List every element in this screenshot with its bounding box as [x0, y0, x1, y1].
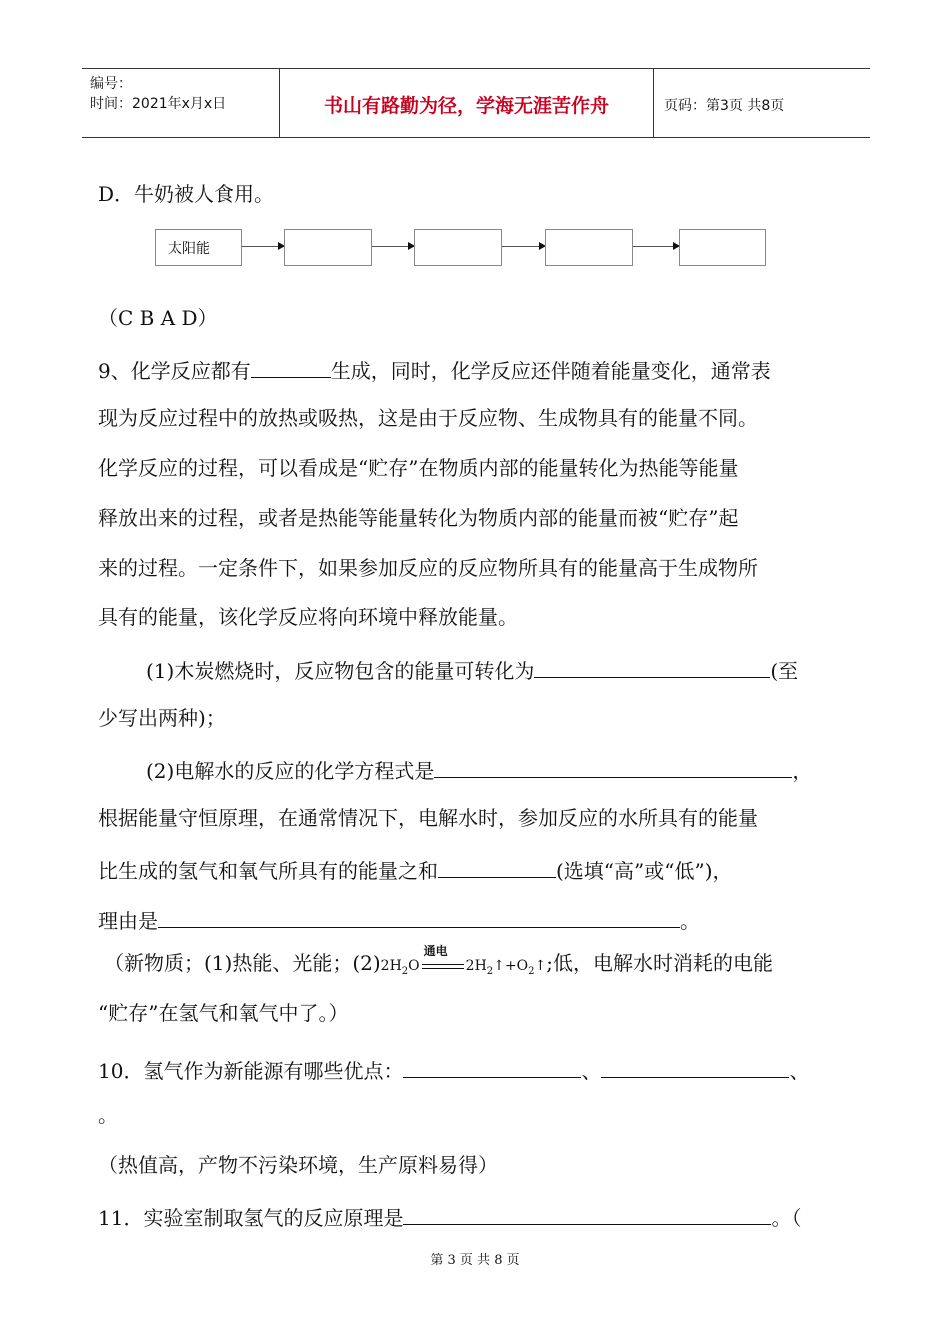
text: 10．氢气作为新能源有哪些优点：: [98, 1059, 404, 1083]
answer-blank[interactable]: [403, 1202, 771, 1225]
eq-part: O: [408, 958, 420, 974]
flow-box-solar: [155, 229, 242, 266]
flow-box-label: 太阳能: [168, 241, 210, 257]
q9-sub1-cont: 少写出两种)；: [98, 706, 226, 730]
answer-9-line2: “贮存”在氢气和氧气中了。）: [98, 1001, 349, 1025]
answer-8: （C B A D）: [98, 306, 218, 330]
flow-box-5: [679, 229, 766, 266]
eq-part: 2H: [380, 958, 402, 974]
text: (2)电解水的反应的化学方程式是: [146, 759, 435, 783]
answer-blank[interactable]: [158, 905, 680, 928]
q9-line-1: [98, 355, 771, 384]
q9-sub2-line4: [98, 905, 700, 934]
answer-blank[interactable]: [438, 855, 556, 878]
arrow-icon: [372, 246, 414, 247]
answer-10: （热值高，产物不污染环境，生产原料易得）: [98, 1153, 498, 1177]
text: 、: [581, 1059, 602, 1083]
text: （新物质；(1)热能、光能；(2): [104, 951, 381, 975]
text: (1)木炭燃烧时，反应物包含的能量可转化为: [146, 659, 535, 683]
answer-blank[interactable]: [601, 1055, 789, 1078]
chemical-equation: $2H_2O$ 通电 $2H_2↑+O_2↑$: [381, 953, 547, 985]
motto: 书山有路勤为径，学海无涯苦作舟: [323, 95, 609, 117]
text: 9、化学反应都有: [98, 359, 251, 383]
header-motto-cell: [280, 69, 654, 137]
arrow-icon: [633, 246, 679, 247]
text: 11．实验室制取氢气的反应原理是: [98, 1206, 404, 1230]
header-page-cell: [654, 69, 870, 137]
eq-part: ↑: [534, 958, 547, 974]
text: ，: [792, 759, 813, 783]
arrow-icon: [242, 246, 284, 247]
reaction-condition: 通电: [423, 943, 448, 958]
arrow-icon: [502, 246, 545, 247]
page-footer: 第 3 页 共 8 页: [430, 1253, 520, 1268]
q10-line: [98, 1055, 809, 1084]
text: (至: [770, 659, 799, 683]
reaction-arrow: [422, 943, 464, 969]
page-info: 页码：第3页 共8页: [664, 98, 785, 114]
eq-part: ↑+O: [493, 958, 529, 974]
answer-blank[interactable]: [251, 355, 331, 378]
page-header: [82, 68, 870, 138]
q9-line-5: 来的过程。一定条件下，如果参加反应的反应物所具有的能量高于生成物所: [98, 556, 758, 580]
answer-blank[interactable]: [434, 755, 792, 778]
date-label: 时间：2021年x月x日: [90, 96, 227, 112]
q9-line-6: 具有的能量，该化学反应将向环境中释放能量。: [98, 605, 518, 629]
text: 。: [680, 909, 700, 933]
flow-box-2: [284, 229, 372, 266]
q10-end: 。: [98, 1103, 118, 1127]
text: 生成，同时，化学反应还伴随着能量变化，通常表: [330, 359, 771, 383]
text: ;低，电解水时消耗的电能: [546, 951, 773, 975]
text: 、: [789, 1059, 810, 1083]
option-d: D．牛奶被人食用。: [98, 182, 275, 206]
number-label: 编号：: [90, 76, 132, 92]
q9-line-3: 化学反应的过程，可以看成是“贮存”在物质内部的能量转化为热能等能量: [98, 456, 739, 480]
q9-line-2: 现为反应过程中的放热或吸热，这是由于反应物、生成物具有的能量不同。: [98, 406, 758, 430]
text: (选填“高”或“低”)，: [556, 859, 733, 883]
text: 比生成的氢气和氧气所具有的能量之和: [98, 859, 438, 883]
text: 。（: [771, 1206, 802, 1230]
q9-sub2-line2: 根据能量守恒原理，在通常情况下，电解水时，参加反应的水所具有的能量: [98, 806, 758, 830]
q9-sub2-line3: [98, 855, 733, 884]
q11-line: [98, 1202, 801, 1231]
answer-blank[interactable]: [534, 655, 770, 678]
q9-sub2: [146, 755, 812, 784]
q9-sub1: [146, 655, 798, 684]
eq-part: 2H: [465, 958, 487, 974]
flow-box-4: [545, 229, 633, 266]
answer-blank[interactable]: [403, 1055, 581, 1078]
text: 理由是: [98, 909, 158, 933]
q9-line-4: 释放出来的过程，或者是热能等能量转化为物质内部的能量而被“贮存”起: [98, 506, 739, 530]
header-info-cell: [82, 69, 280, 137]
answer-9-line1: [104, 943, 773, 985]
flow-box-3: [414, 229, 502, 266]
